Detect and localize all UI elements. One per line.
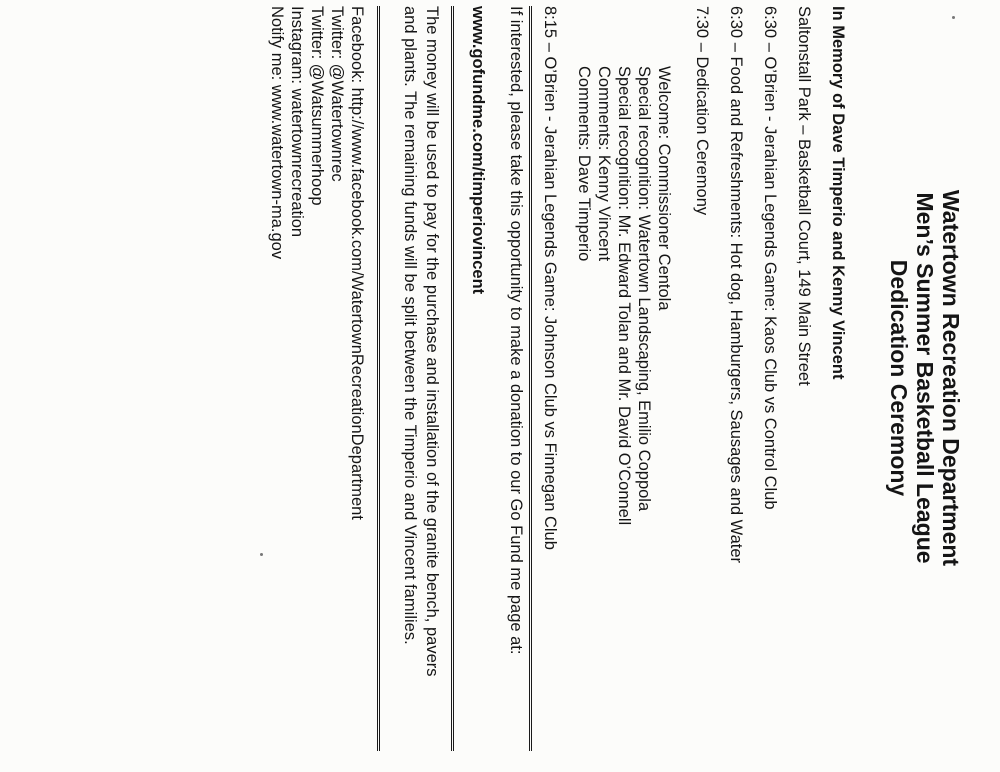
donation-link[interactable]: www.gofundme.com/timperiovincent — [469, 6, 487, 295]
social-twitter-hoop: Twitter: @Watsummerhoop — [308, 6, 326, 206]
header-subtitle: Men’s Summer Basketball League — [912, 192, 938, 564]
separator-line — [377, 6, 380, 751]
header-event-name: Dedication Ceremony — [886, 259, 912, 497]
schedule-game-1: 6:30 – O’Brien - Jerahian Legends Game: Kaos Club vs Control Club — [761, 6, 779, 510]
social-twitter-rec: Twitter: @Watertownrec — [328, 6, 346, 182]
schedule-game-2: 8:15 – O’Brien - Jerahian Legends Game: Johnson Club vs Finnegan Club — [541, 6, 559, 550]
header-title: Watertown Recreation Department — [938, 189, 964, 567]
memorial-heading: In Memory of Dave Timperio and Kenny Vincent — [829, 6, 847, 380]
flyer-content — [174, 6, 964, 766]
ceremony-item: Comments: Dave Timperio — [575, 66, 593, 262]
social-instagram: Instagram: watertownrecreation — [288, 6, 306, 238]
social-notify: Notify me: www.watertown-ma.gov — [268, 6, 286, 260]
separator-line — [451, 6, 454, 751]
ceremony-item: Special recognition: Mr. Edward Tolan and Mr. David O’Connell — [615, 66, 633, 526]
schedule-ceremony: 7:30 – Dedication Ceremony — [693, 6, 711, 216]
ceremony-item: Comments: Kenny Vincent — [595, 66, 613, 262]
separator-line — [529, 6, 532, 751]
ceremony-item: Special recognition: Watertown Landscaping, Emilio Coppola — [635, 66, 653, 512]
ceremony-item: Welcome: Commissioner Centola — [655, 66, 673, 311]
donation-text: If interested, please take this opportunity to make a donation to our Go Fund me page at: — [507, 6, 525, 655]
donation-usage-line-1: The money will be used to pay for the purchase and installation of the granite bench, pavers — [423, 6, 441, 677]
schedule-food: 6:30 – Food and Refreshments: Hot dog, Hamburgers, Sausages and Water — [727, 6, 745, 564]
location-line: Saltonstall Park – Basketball Court, 149 Main Street — [795, 6, 813, 386]
social-facebook: Facebook: http://www.facebook.com/WatertownRecreationDepartment — [348, 6, 366, 520]
donation-usage-line-2: and plants. The remaining funds will be split between the Timperio and Vincent families. — [401, 6, 419, 645]
